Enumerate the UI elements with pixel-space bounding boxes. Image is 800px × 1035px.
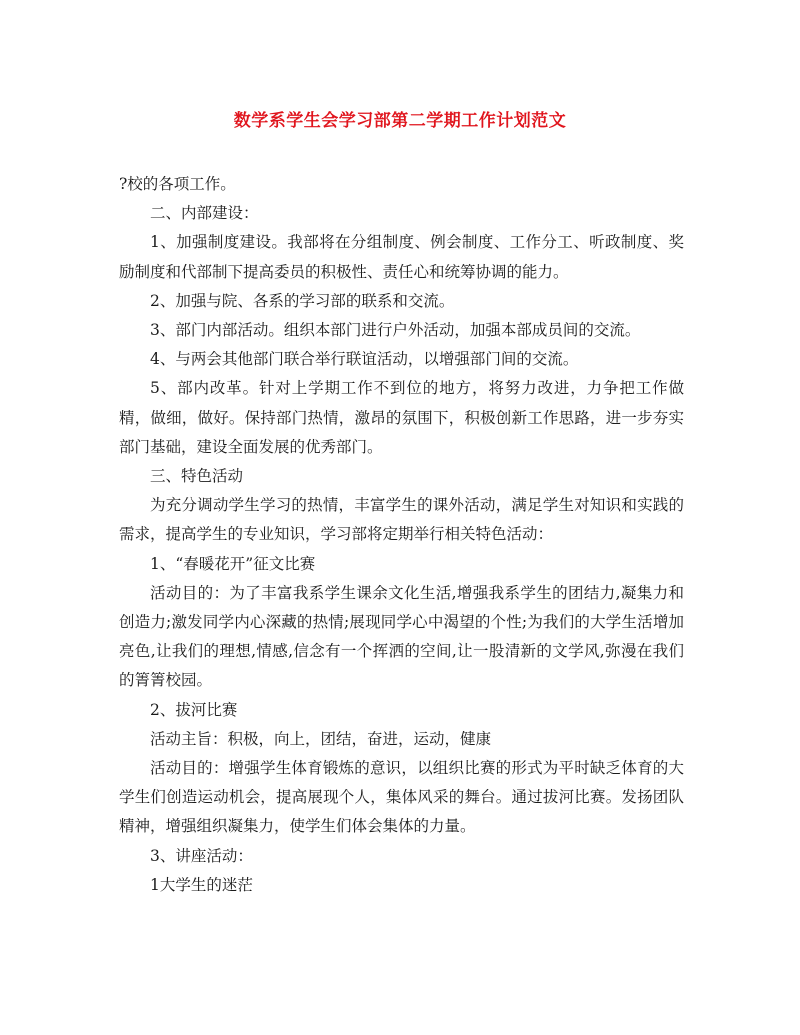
paragraph: 3、部门内部活动。组织本部门进行户外活动，加强本部成员间的交流。 [150,321,641,340]
paragraph: ?校的各项工作。 [119,175,236,193]
paragraph: 5、部内改革。针对上学期工作不到位的地方，将努力改进，力争把工作做精，做细，做好。保持部门热情，激昂的氛围下，积极创新工作思路，进一步夯实部门基础，建设全面发展的优秀部门。 [119,379,684,456]
paragraph: 1、加强制度建设。我部将在分组制度、例会制度、工作分工、听政制度、奖励制度和代部制下提高委员的积极性、责任心和统筹协调的能力。 [119,233,684,281]
paragraph: 活动目的：增强学生体育锻炼的意识，以组织比赛的形式为平时缺乏体育的大学生们创造运动机会，提高展现个人，集体风采的舞台。通过拔河比赛。发扬团队精神，增强组织凝集力，使学生们体会集体的力量。 [119,759,684,836]
section-heading-internal-construction: 二、内部建设： [150,204,259,223]
paragraph: 4、与两会其他部门联合举行联谊活动，以增强部门间的交流。 [150,350,579,369]
list-item: 1大学生的迷茫 [150,875,253,894]
document-title: 数学系学生会学习部第二学期工作计划范文 [233,111,567,131]
paragraph: 活动目的：为了丰富我系学生课余文化生活,增强我系学生的团结力,凝集力和创造力;激发同学内心深藏的热情;展现同学心中渴望的个性;为我们的大学生活增加亮色,让我们的理想,情感,信念有一个挥洒的空间,让一股清新的文学风,弥漫在我们的箐箐校园。 [119,583,684,690]
document-body [119,170,684,900]
activity-heading: 1、“春暖花开”征文比赛 [150,554,316,573]
paragraph: 为充分调动学生学习的热情，丰富学生的课外活动，满足学生对知识和实践的需求，提高学生的专业知识，学习部将定期举行相关特色活动： [119,496,684,544]
paragraph: 2、加强与院、各系的学习部的联系和交流。 [150,291,455,310]
section-heading-special-activities: 三、特色活动 [150,467,244,486]
activity-heading: 2、拔河比赛 [150,700,238,719]
activity-heading: 3、讲座活动： [150,846,253,865]
paragraph: 活动主旨：积极，向上，团结，奋进，运动，健康 [150,729,492,748]
